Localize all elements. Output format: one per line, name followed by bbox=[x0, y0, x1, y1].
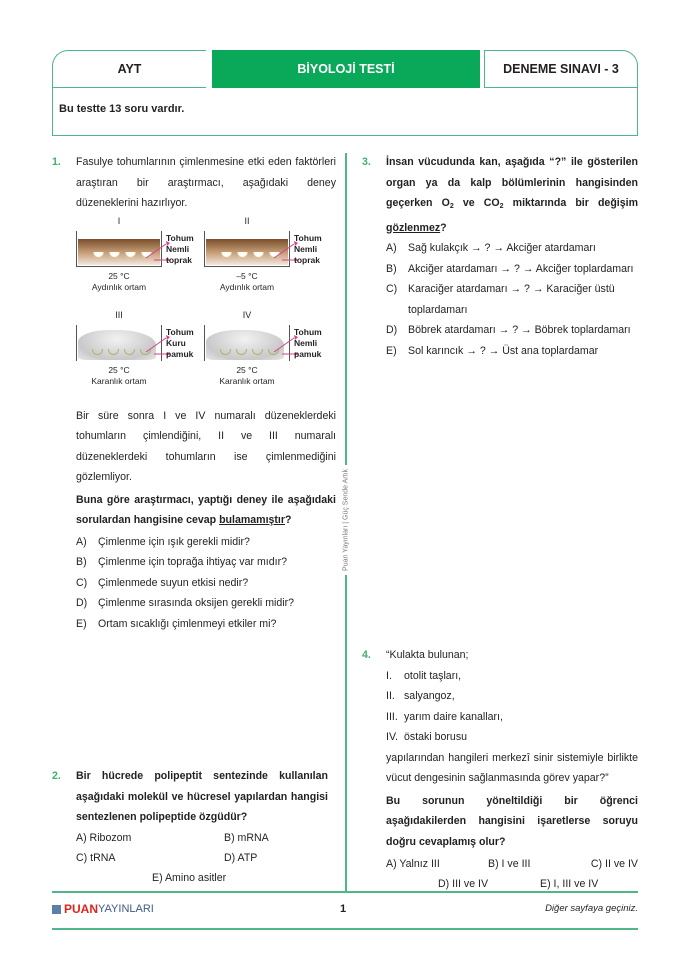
question-stem: Bir hücrede polipeptit sentezinde kullanılan aşağıdaki molekül ve hücresel yapılardan hangisi sentezlenen polipeptide özgüdür? bbox=[76, 770, 328, 823]
answer-options bbox=[76, 828, 328, 890]
question-observation: Bir süre sonra I ve IV numaralı düzeneklerdeki tohumların çimlendiğini, II ve III numaralı düzeneklerdeki tohumların ise çimlenmediğini gözlemliyor. bbox=[76, 409, 336, 483]
question-intro: “Kulakta bulunan; bbox=[386, 649, 469, 661]
pointer-arrows-icon bbox=[264, 236, 298, 266]
question-2 bbox=[52, 766, 328, 890]
page-footer bbox=[52, 902, 638, 920]
label-moisture: Nemli bbox=[166, 243, 190, 254]
footer-bottom-rule bbox=[52, 928, 638, 930]
option-text: Karaciğer atardamarı → ? → Karaciğer üstü toplardamarı bbox=[408, 283, 615, 316]
stem-text: Buna göre araştırmacı, yaptığı deney ile aşağıdaki sorulardan hangisine cevap bbox=[76, 493, 336, 526]
panel-labels bbox=[294, 233, 322, 266]
panel-roman: I bbox=[117, 215, 121, 226]
question-number: 1. bbox=[52, 156, 61, 168]
option-label: E) bbox=[76, 617, 87, 630]
panel-caption bbox=[204, 271, 290, 293]
statement-text: salyangoz, bbox=[404, 690, 455, 702]
option-label: D) bbox=[76, 597, 88, 609]
panel-labels bbox=[166, 327, 194, 360]
option-d[interactable] bbox=[224, 848, 257, 869]
logo-brand: PUAN bbox=[64, 902, 99, 916]
label-seed: Tohum bbox=[166, 232, 194, 243]
question-1 bbox=[52, 152, 336, 214]
option-text: Ribozom bbox=[89, 831, 132, 844]
stem-emphasis: gözlenmez bbox=[386, 221, 441, 234]
option-text: Akciğer atardamarı → ? → Akciğer toplardamarı bbox=[408, 262, 634, 275]
pointer-arrows-icon bbox=[136, 330, 170, 360]
panel-labels bbox=[166, 233, 194, 266]
label-moisture: Nemli bbox=[294, 337, 318, 348]
panel-labels bbox=[294, 327, 322, 360]
option-label: E) bbox=[386, 344, 397, 357]
exam-name-tab bbox=[484, 50, 638, 88]
stem-emphasis: bulamamıştır bbox=[219, 514, 285, 526]
option-text: tRNA bbox=[90, 851, 116, 864]
option-text: Ortam sıcaklığı çimlenmeyi etkiler mi? bbox=[98, 617, 277, 630]
page-number: 1 bbox=[340, 903, 347, 915]
option-text: I ve III bbox=[501, 858, 531, 870]
side-slogan-text: Puan Yayınları | Güç Sende Artık bbox=[343, 465, 350, 575]
next-page-note: Diğer sayfaya geçiniz. bbox=[545, 903, 638, 914]
statement-text: yarım daire kanalları, bbox=[404, 710, 503, 723]
setup-panel-3 bbox=[76, 310, 204, 398]
option-a[interactable] bbox=[76, 532, 336, 553]
panel-environment: Karanlık ortam bbox=[219, 375, 275, 386]
statement-i bbox=[386, 666, 638, 687]
option-label: C) bbox=[590, 858, 603, 870]
subject-tab bbox=[212, 50, 480, 88]
question-number: 4. bbox=[362, 649, 371, 661]
question-1-body bbox=[52, 406, 336, 635]
option-label: C) bbox=[76, 576, 88, 589]
label-seed: Tohum bbox=[294, 232, 322, 243]
option-a[interactable] bbox=[76, 828, 131, 849]
option-text: Sağ kulakçık → ? → Akciğer atardamarı bbox=[408, 242, 596, 254]
question-3-stem-wrap bbox=[362, 152, 638, 238]
subscript: 2 bbox=[499, 203, 504, 210]
question-4-intro-wrap bbox=[362, 645, 638, 666]
option-text: mRNA bbox=[237, 831, 269, 844]
question-4 bbox=[362, 645, 638, 898]
logo-suffix: YAYINLARI bbox=[98, 903, 154, 915]
statement-label: III. bbox=[386, 710, 398, 723]
option-text: Çimlenme için toprağa ihtiyaç var mıdır? bbox=[98, 556, 287, 568]
option-text: Böbrek atardamarı → ? → Böbrek toplardamarı bbox=[408, 324, 631, 336]
publisher-logo-icon bbox=[52, 905, 61, 914]
option-text: I, III ve IV bbox=[553, 878, 599, 890]
question-stem bbox=[386, 152, 638, 238]
left-column bbox=[52, 152, 336, 634]
option-text: Çimlenme için ışık gerekli midir? bbox=[98, 535, 250, 548]
panel-temperature: 25 °C bbox=[236, 364, 258, 375]
option-b[interactable] bbox=[488, 854, 530, 875]
option-e[interactable] bbox=[152, 868, 226, 889]
option-a[interactable] bbox=[386, 238, 638, 259]
label-moisture: Kuru bbox=[166, 337, 186, 348]
panel-roman: II bbox=[244, 215, 250, 226]
subscript: 2 bbox=[449, 203, 454, 210]
question-stem: Bu sorunun yöneltildiği bir öğrenci aşağıdakilerden hangisini işaretlerse soruyu doğru cevaplamış olur? bbox=[386, 794, 638, 848]
panel-caption bbox=[76, 365, 162, 387]
option-label: C) bbox=[386, 283, 398, 295]
setup-panel-2 bbox=[204, 216, 332, 304]
question-number: 3. bbox=[362, 156, 371, 168]
option-label: A) bbox=[386, 858, 397, 870]
option-label: D) bbox=[386, 324, 398, 336]
answer-options bbox=[76, 532, 336, 635]
label-seed: Tohum bbox=[294, 326, 322, 337]
option-b[interactable] bbox=[224, 828, 269, 849]
option-label: E) bbox=[152, 871, 163, 884]
option-label: B) bbox=[76, 556, 87, 568]
stem-suffix: ? bbox=[285, 514, 292, 526]
exam-name-label: DENEME SINAVI - 3 bbox=[503, 62, 619, 76]
exam-type-tab bbox=[52, 50, 206, 88]
panel-caption bbox=[204, 365, 290, 387]
statement-text: otolit taşları, bbox=[404, 669, 462, 682]
option-c[interactable] bbox=[76, 848, 115, 869]
setup-panel-1 bbox=[76, 216, 204, 304]
panel-environment: Aydınlık ortam bbox=[219, 281, 275, 292]
panel-environment: Aydınlık ortam bbox=[91, 281, 147, 292]
option-d[interactable] bbox=[76, 593, 336, 614]
option-label: B) bbox=[488, 858, 499, 870]
statement-iv bbox=[386, 727, 638, 748]
statement-text: östaki borusu bbox=[404, 731, 468, 743]
option-text: Amino asitler bbox=[164, 871, 227, 884]
panel-caption bbox=[76, 271, 162, 293]
label-seed: Tohum bbox=[166, 326, 194, 337]
question-intro: Fasulye tohumlarının çimlenmesine etki eden faktörleri araştıran bir araştırmacı, aşağıdaki deney düzeneklerini hazırlıyor. bbox=[76, 156, 336, 209]
option-c[interactable] bbox=[591, 854, 638, 875]
stem-text: ve CO bbox=[453, 197, 500, 209]
question-3 bbox=[362, 152, 638, 361]
statement-iii bbox=[386, 707, 638, 728]
option-label: E) bbox=[540, 878, 551, 890]
option-e[interactable] bbox=[76, 614, 336, 635]
pointer-arrows-icon bbox=[264, 330, 298, 360]
publisher-logo bbox=[52, 902, 154, 916]
option-label: B) bbox=[224, 831, 235, 844]
label-medium: pamuk bbox=[294, 348, 322, 359]
question-2-stem-wrap bbox=[52, 766, 328, 828]
statement-list bbox=[362, 666, 638, 899]
option-label: A) bbox=[76, 535, 87, 548]
experiment-figure bbox=[76, 216, 336, 402]
stem-text: İnsan vücudunda kan, aşağıda “?” ile gösterilen organ ya da kalp bölümlerinin hangisinden geçerken O bbox=[386, 156, 638, 209]
subject-label: BİYOLOJİ TESTİ bbox=[297, 62, 395, 76]
option-text: Sol karıncık → ? → Üst ana toplardamar bbox=[408, 344, 599, 357]
option-b[interactable] bbox=[386, 259, 638, 280]
test-info: Bu testte 13 soru vardır. bbox=[52, 88, 638, 136]
question-number: 2. bbox=[52, 770, 61, 782]
stem-suffix: ? bbox=[440, 221, 447, 234]
option-label: B) bbox=[386, 262, 397, 275]
statement-label: II. bbox=[386, 690, 395, 702]
option-label: D) bbox=[438, 878, 450, 890]
question-continuation: yapılarından hangileri merkezî sinir sistemiyle birlikte vücut dengesinin sağlanmasında görev yapar?” bbox=[386, 751, 638, 784]
label-medium: pamuk bbox=[166, 348, 194, 359]
option-label: C) bbox=[76, 851, 88, 864]
panel-temperature: –5 °C bbox=[236, 270, 258, 281]
option-text: II ve IV bbox=[605, 858, 638, 870]
option-text: Çimlenme sırasında oksijen gerekli midir? bbox=[98, 597, 295, 609]
option-c[interactable] bbox=[386, 279, 638, 320]
option-label: A) bbox=[76, 831, 87, 844]
option-text: III ve IV bbox=[452, 878, 489, 890]
option-b[interactable] bbox=[76, 552, 336, 573]
statement-label: I. bbox=[386, 669, 392, 682]
panel-temperature: 25 °C bbox=[108, 270, 130, 281]
label-medium: toprak bbox=[166, 254, 192, 265]
test-header bbox=[52, 50, 638, 136]
option-c[interactable] bbox=[76, 573, 336, 594]
statement-label: IV. bbox=[386, 731, 398, 743]
statement-ii bbox=[386, 686, 638, 707]
option-label: D) bbox=[224, 851, 236, 864]
panel-temperature: 25 °C bbox=[108, 364, 130, 375]
answer-options bbox=[362, 238, 638, 361]
option-text: Yalnız III bbox=[399, 858, 440, 870]
pointer-arrows-icon bbox=[136, 236, 170, 266]
panel-roman: III bbox=[115, 309, 123, 320]
option-d[interactable] bbox=[386, 320, 638, 341]
option-a[interactable] bbox=[386, 854, 440, 875]
question-stem bbox=[76, 490, 336, 531]
option-text: Çimlenmede suyun etkisi nedir? bbox=[98, 576, 249, 589]
footer-top-rule bbox=[52, 891, 638, 893]
panel-roman: IV bbox=[242, 309, 252, 320]
panel-environment: Karanlık ortam bbox=[91, 375, 147, 386]
option-text: ATP bbox=[237, 851, 258, 864]
option-label: A) bbox=[386, 242, 397, 254]
setup-panel-4 bbox=[204, 310, 332, 398]
label-medium: toprak bbox=[294, 254, 320, 265]
option-e[interactable] bbox=[386, 341, 638, 362]
exam-type-label: AYT bbox=[117, 62, 142, 76]
stem-text: miktarında bir değişim bbox=[503, 197, 638, 209]
label-moisture: Nemli bbox=[294, 243, 318, 254]
